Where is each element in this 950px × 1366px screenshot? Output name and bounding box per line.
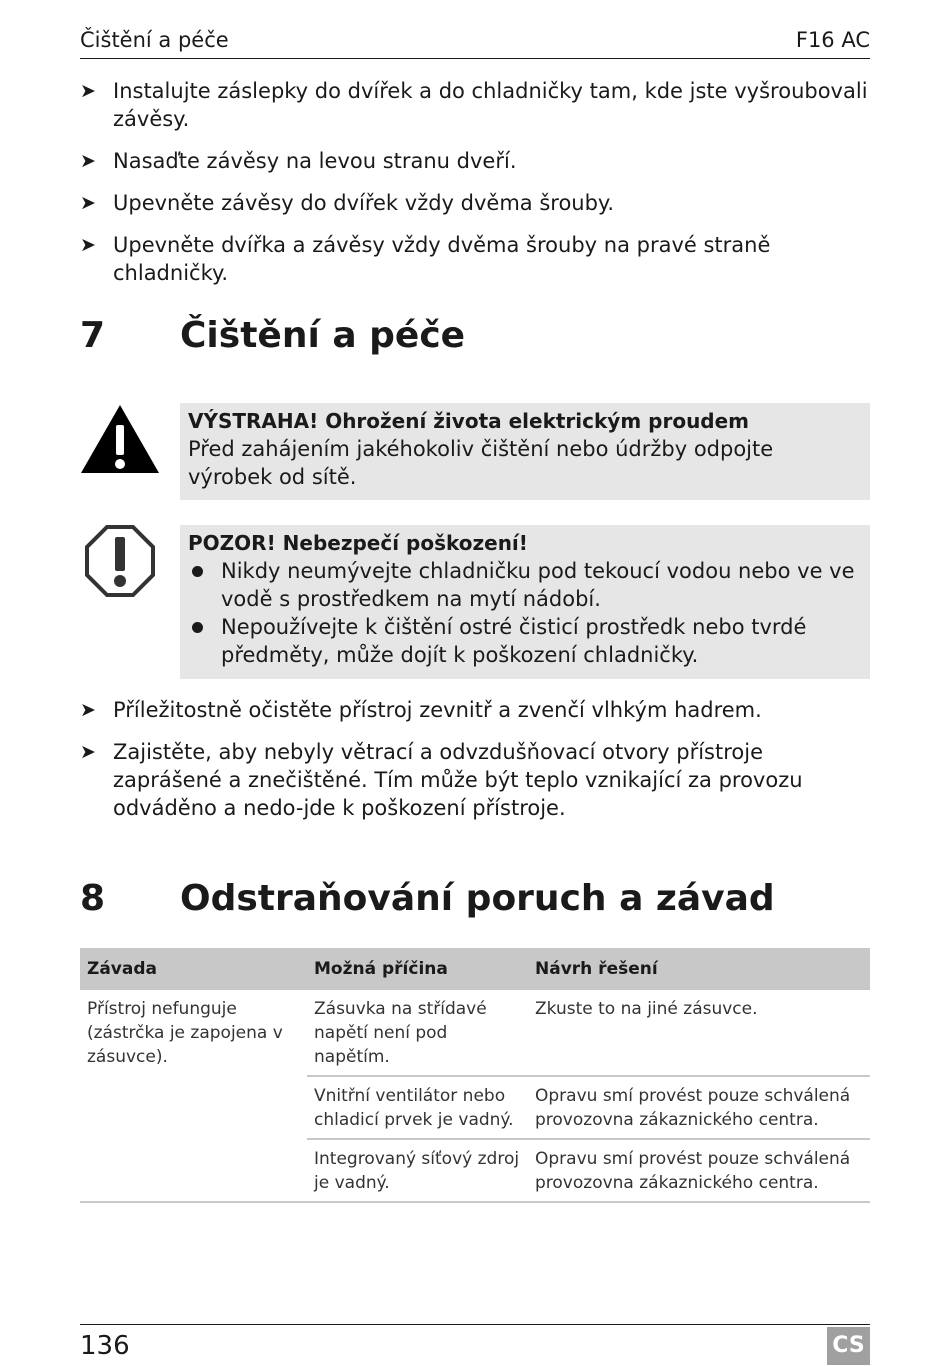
arrow-icon: ➤ [80,699,96,721]
step-item: ➤ Instalujte záslepky do dvířek a do chladničky tam, kde jste vyšroubovali závěsy. [80,79,868,131]
header-cause: Možná příčina [307,948,528,990]
bullet-dot-icon [192,566,203,577]
bullet-dot-icon [192,622,203,633]
section-title: Odstraňování poruch a závad [180,878,775,919]
page-footer [80,1324,870,1366]
caution-octagon-icon [80,525,160,605]
warning-text: Před zahájením jakéhokoliv čištění nebo údržby odpojte výrobek od sítě. [188,437,774,489]
table-header-row [80,948,870,990]
header-model: F16 AC [795,28,870,52]
section-number: 8 [80,878,106,919]
table-row [80,990,870,1076]
section-7-heading [80,314,870,358]
warning-triangle-icon [80,403,160,483]
arrow-icon: ➤ [80,234,96,256]
cleaning-steps-list [80,696,870,836]
caution-title: POZOR! Nebezpečí poškození! [188,531,528,555]
header-fault: Závada [80,948,307,990]
section-8-heading [80,877,870,921]
caution-bullet-list [188,557,862,669]
step-item: ➤ Nasaďte závěsy na levou stranu dveří. [80,149,517,173]
solution-cell: Opravu smí provést pouze schválená provozovna zákaznického centra. [528,1076,870,1139]
solution-cell: Opravu smí provést pouze schválená provozovna zákaznického centra. [528,1139,870,1202]
cause-cell: Integrovaný síťový zdroj je vadný. [307,1139,528,1202]
caution-box [180,525,870,679]
page-header [80,28,870,59]
arrow-icon: ➤ [80,741,96,763]
step-item: ➤ Upevněte závěsy do dvířek vždy dvěma šrouby. [80,191,615,215]
cause-cell: Vnitřní ventilátor nebo chladicí prvek je vadný. [307,1076,528,1139]
document-page [80,0,870,1365]
header-section-title: Čištění a péče [80,28,229,52]
arrow-icon: ➤ [80,192,96,214]
caution-bullet: Nepoužívejte k čištění ostré čisticí prostředk nebo tvrdé předměty, může dojít k poškození chladničky. [188,613,862,669]
fault-cell: Přístroj nefunguje (zástrčka je zapojena v zásuvce). [80,990,307,1202]
arrow-icon: ➤ [80,150,96,172]
step-item: ➤ Zajistěte, aby nebyly větrací a odvzdušňovací otvory přístroje zaprášené a znečištěné. Tím může být teplo vznikající za provozu odváděno a nedo-jde k poškození přístroje. [80,740,803,820]
header-solution: Návrh řešení [528,948,870,990]
warning-box [180,403,870,500]
section-title: Čištění a péče [180,315,466,356]
section-number: 7 [80,315,106,356]
warning-title: VÝSTRAHA! Ohrožení života elektrickým proudem [188,409,750,433]
step-item: ➤ Příležitostně očistěte přístroj zevnitř a zvenčí vlhkým hadrem. [80,698,762,722]
language-badge: CS [827,1327,870,1365]
step-item: ➤ Upevněte dvířka a závěsy vždy dvěma šrouby na pravé straně chladničky. [80,233,771,285]
arrow-icon: ➤ [80,80,96,102]
solution-cell: Zkuste to na jiné zásuvce. [528,990,870,1076]
install-steps-list [80,77,870,301]
page-number: 136 [80,1331,130,1361]
cause-cell: Zásuvka na střídavé napětí není pod napětím. [307,990,528,1076]
caution-bullet: Nikdy neumývejte chladničku pod tekoucí vodou nebo ve ve vodě s prostředkem na mytí nádobí. [188,557,862,613]
troubleshooting-table [80,948,870,1203]
